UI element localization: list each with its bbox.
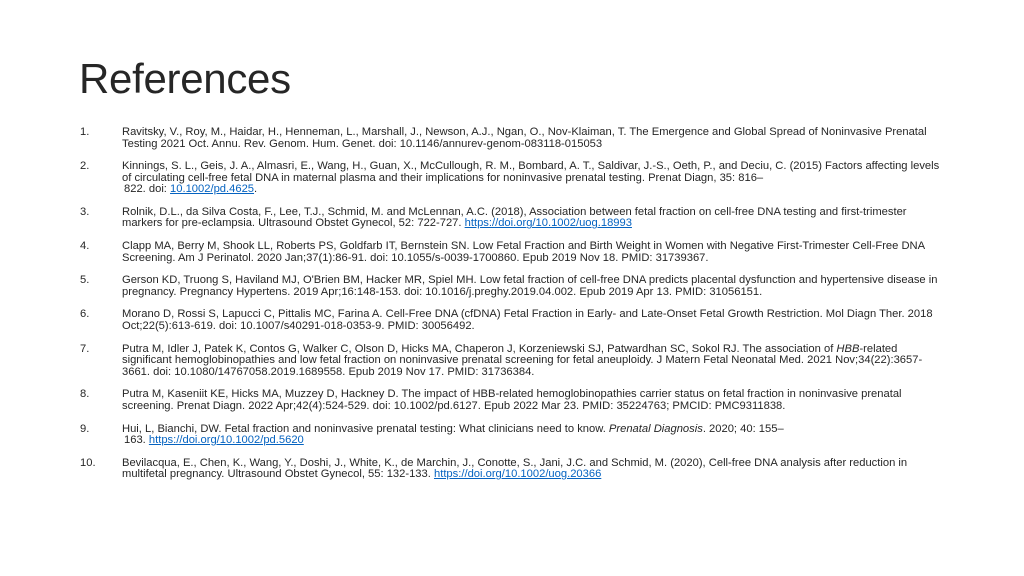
reference-item [80, 309, 950, 332]
reference-number: 1. [80, 126, 90, 138]
reference-text [122, 458, 950, 481]
reference-text [122, 424, 950, 447]
reference-doi-link[interactable]: https://doi.org/10.1002/uog.18993 [464, 217, 632, 230]
reference-doi-link[interactable]: 10.1002/pd.4625 [170, 183, 255, 196]
reference-item [80, 275, 950, 298]
reference-number: 7. [80, 342, 90, 355]
reference-text [122, 309, 950, 332]
reference-item [80, 127, 950, 150]
reference-suffix: . [254, 183, 258, 196]
reference-item [80, 344, 950, 379]
reference-citation: Putra M, Kaseniit KE, Hicks MA, Muzzey D, Hackney D. The impact of HBB-related hemoglobinopathies carrier status on fetal fraction in noninvasive prenatal screening. Prenat Diagn. 2022 Apr;42(4):524-529. doi: 10.1002/pd.6127. Epub 2022 Mar 23. PMID: 35224763; PMCID: PMC9311838. [122, 388, 902, 412]
reference-citation-rest: . 2020; 40: 155– [702, 422, 784, 435]
slide-title: References [79, 55, 291, 102]
reference-list [80, 127, 950, 492]
reference-citation: Gerson KD, Truong S, Haviland MJ, O'Brien BM, Hacker MR, Spiel MH. Low fetal fraction of cell-free DNA predicts placental dysfunction and hypertensive disease in pregnancy. Pregnancy Hypertens. 2019 Apr;16:148-153. doi: 10.1016/j.preghy.2019.04.002. Epub 2019 Apr 13. PMID: 31056151. [122, 274, 938, 298]
reference-italic-gene: HBB [836, 342, 860, 355]
reference-italic-journal: Prenatal Diagnosis [608, 422, 703, 435]
reference-citation: Kinnings, S. L., Geis, J. A., Almasri, E., Wang, H., Guan, X., McCullough, R. M., Bombard, A. T., Saldivar, J.-S., Oeth, P., and Deciu, C. (2015) Factors affecting levels of circulating cell-free fetal DNA in maternal plasma and their implications for noninvasive prenatal testing. Prenat Diagn, 35: 816– [122, 160, 940, 184]
reference-text [122, 389, 950, 412]
reference-citation: Putra M, Idler J, Patek K, Contos G, Walker C, Olson D, Hicks MA, Chaperon J, Korzeniewski SJ, Patwardhan SC, Sokol RJ. The association of [122, 342, 837, 355]
reference-continuation: 163. [124, 434, 149, 446]
reference-citation: Hui, L, Bianchi, DW. Fetal fraction and noninvasive prenatal testing: What clinicians need to know. [122, 422, 609, 435]
reference-continuation: 822. doi: [124, 183, 171, 196]
reference-text [122, 207, 950, 230]
reference-text [122, 344, 950, 379]
reference-number: 3. [80, 205, 90, 218]
reference-doi-link[interactable]: https://doi.org/10.1002/pd.5620 [148, 434, 304, 446]
reference-text [122, 161, 950, 196]
reference-number: 4. [80, 240, 90, 253]
reference-number: 2. [80, 160, 90, 173]
reference-item [80, 458, 950, 481]
reference-citation: Morano D, Rossi S, Lapucci C, Pittalis MC, Farina A. Cell-Free DNA (cfDNA) Fetal Fraction in Early- and Late-Onset Fetal Growth Restriction. Mol Diagn Ther. 2018 Oct;22(5):613-619. doi: 10.1007/s40291-018-0353-9. PMID: 30056492. [122, 308, 933, 332]
reference-text [122, 241, 950, 264]
reference-item [80, 424, 950, 447]
reference-text [122, 127, 950, 150]
reference-number: 8. [80, 388, 90, 401]
reference-item [80, 161, 950, 196]
reference-number: 9. [80, 422, 90, 435]
reference-doi-link[interactable]: https://doi.org/10.1002/uog.20366 [433, 468, 602, 481]
reference-item [80, 389, 950, 412]
reference-number: 5. [80, 274, 90, 287]
reference-citation: Rolnik, D.L., da Silva Costa, F., Lee, T.J., Schmid, M. and McLennan, A.C. (2018), Association between fetal fraction on cell-free DNA testing and first-trimester markers for pre-eclampsia. Ultrasound Obstet Gynecol, 52: 722-727. [122, 205, 907, 230]
reference-citation-rest: -related significant hemoglobinopathies and low fetal fraction on noninvasive prenatal screening for fetal aneuploidy. J Matern Fetal Neonatal Med. 2021 Nov;34(22):3657-3661. doi: 10.1080/14767058.2019.1689558. Epub 2019 Nov 17. PMID: 31736384. [122, 342, 923, 378]
reference-item [80, 207, 950, 230]
reference-text [122, 275, 950, 298]
reference-number: 6. [80, 308, 90, 321]
reference-citation: Bevilacqua, E., Chen, K., Wang, Y., Doshi, J., White, K., de Marchin, J., Conotte, S., Jani, J.C. and Schmid, M. (2020), Cell-free DNA analysis after reduction in multifetal pregnancy. Ultrasound Obstet Gynecol, 55: 132-133. [122, 456, 908, 481]
reference-citation: Clapp MA, Berry M, Shook LL, Roberts PS, Goldfarb IT, Bernstein SN. Low Fetal Fraction and Birth Weight in Women with Negative First-Trimester Cell-Free DNA Screening. Am J Perinatol. 2020 Jan;37(1):86-91. doi: 10.1055/s-0039-1700860. Epub 2019 Nov 18. PMID: 31739367. [122, 240, 925, 264]
reference-citation: Ravitsky, V., Roy, M., Haidar, H., Henneman, L., Marshall, J., Newson, A.J., Ngan, O., Nov-Klaiman, T. The Emergence and Global Spread of Noninvasive Prenatal Testing 2021 Oct. Annu. Rev. Genom. Hum. Genet. doi: 10.1146/annurev-genom-083118-015053 [122, 126, 927, 150]
reference-item [80, 241, 950, 264]
reference-number: 10. [80, 456, 96, 469]
